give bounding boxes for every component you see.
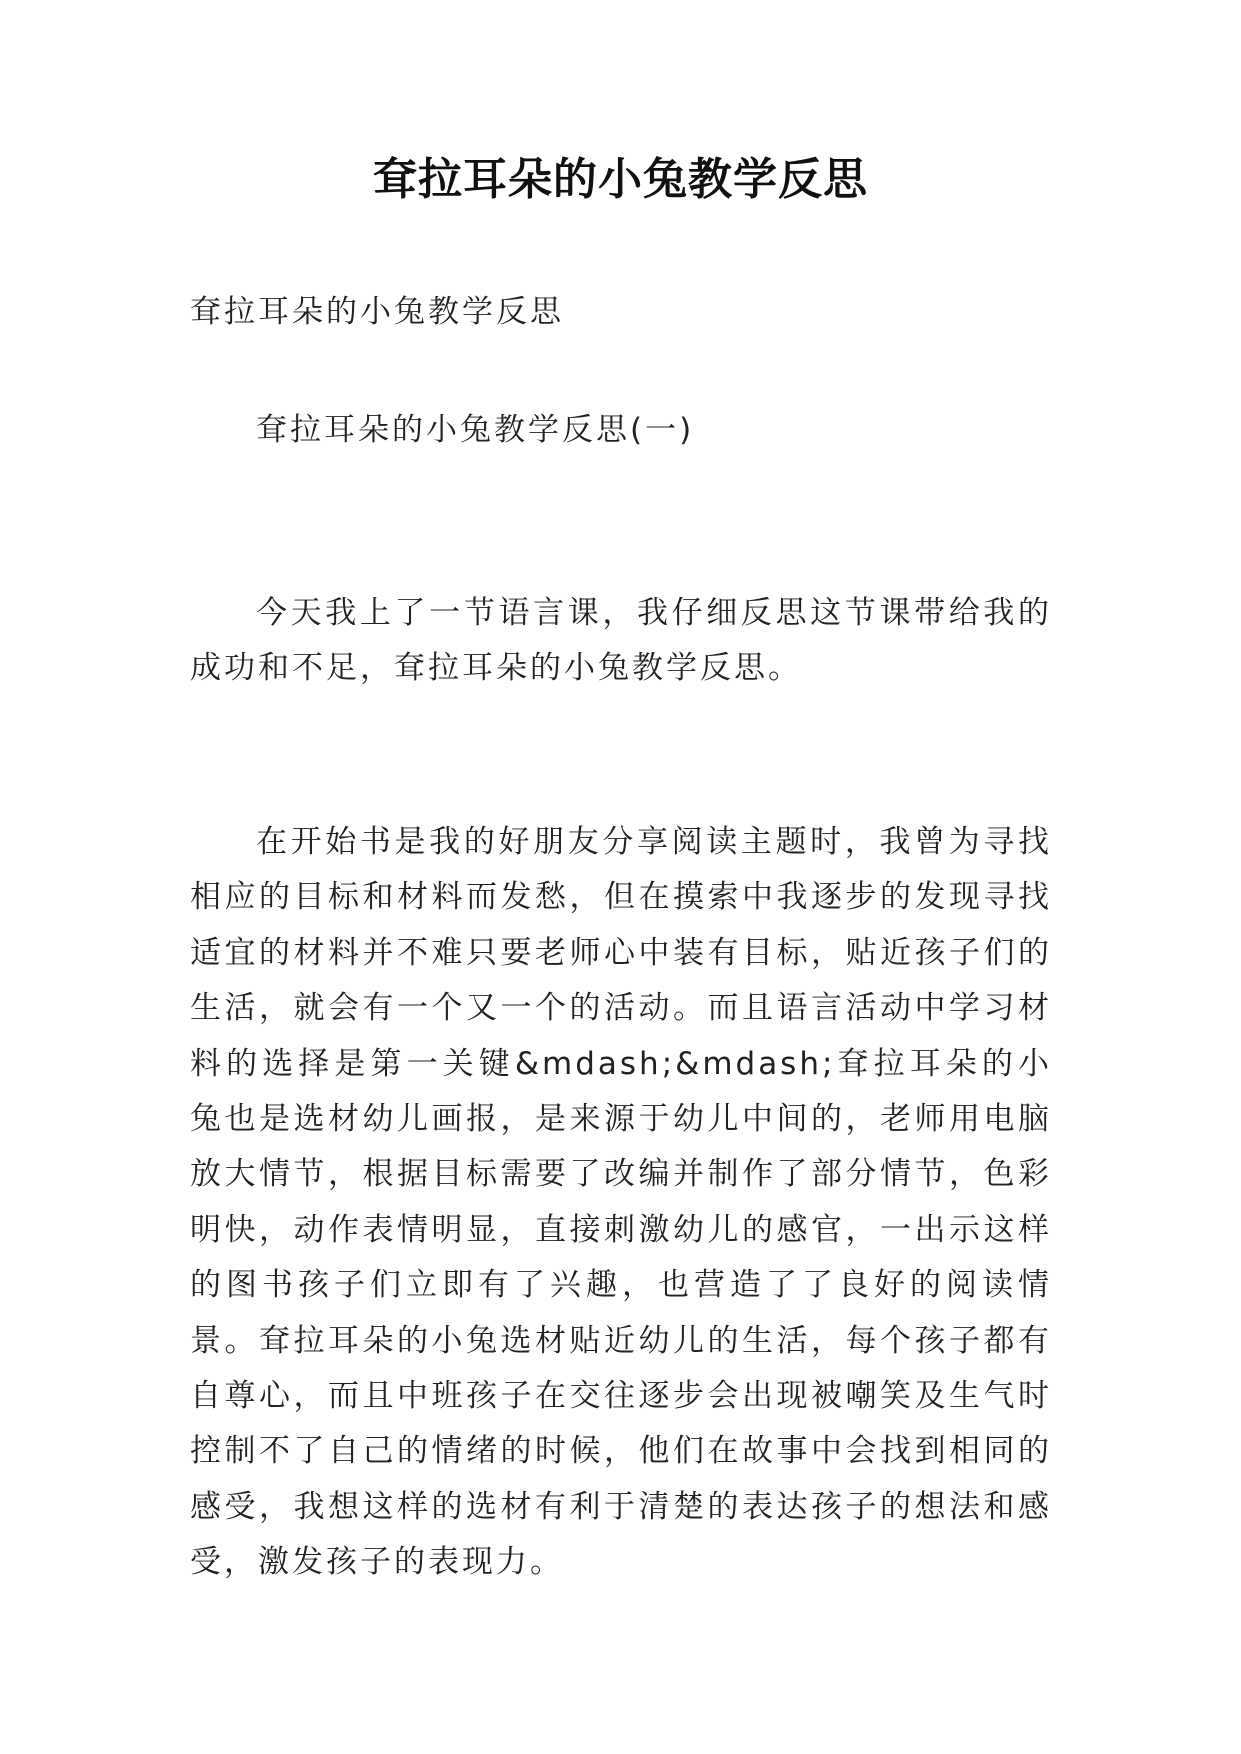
document-subtitle: 耷拉耳朵的小兔教学反思 xyxy=(190,294,564,330)
document-title: 耷拉耳朵的小兔教学反思 xyxy=(373,154,868,205)
paragraph-2: 在开始书是我的好朋友分享阅读主题时，我曾为寻找相应的目标和材料而发愁，但在摸索中我逐步的发现寻找适宜的材料并不难只要老师心中装有目标，贴近孩子们的生活，就会有一个又一个的活动。而且语言活动中学习材料的选择是第一关键&mdash;&mdash;耷拉耳朵的小兔也是选材幼儿画报，是来源于幼儿中间的，老师用电脑放大情节，根据目标需要了改编并制作了部分情节，色彩明快，动作表情明显，直接刺激幼儿的感官，一出示这样的图书孩子们立即有了兴趣，也营造了了良好的阅读情景。耷拉耳朵的小兔选材贴近幼儿的生活，每个孩子都有自尊心，而且中班孩子在交往逐步会出现被嘲笑及生气时控制不了自己的情绪的时候，他们在故事中会找到相同的感受，我想这样的选材有利于清楚的表达孩子的想法和感受，激发孩子的表现力。 xyxy=(190,824,1052,1581)
paragraph-1: 今天我上了一节语言课，我仔细反思这节课带给我的成功和不足，耷拉耳朵的小兔教学反思。 xyxy=(190,595,1052,687)
section-heading: 耷拉耳朵的小兔教学反思(一) xyxy=(256,412,695,448)
